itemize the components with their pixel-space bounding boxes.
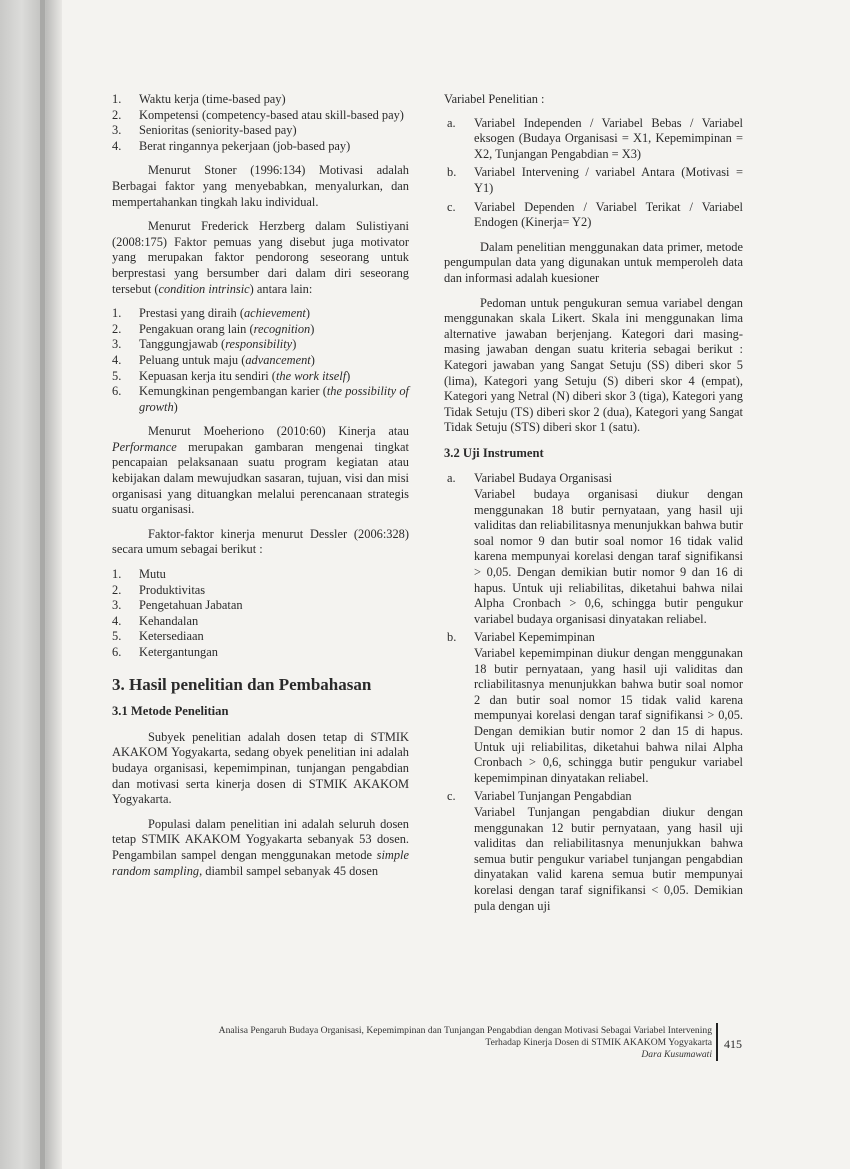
variabel-label: Variabel Penelitian :: [444, 92, 545, 106]
list-text: Senioritas (seniority-based pay): [139, 123, 297, 138]
list-text: Berat ringannya pekerjaan (job-based pay): [139, 138, 351, 153]
list-item: [112, 353, 409, 369]
section-3-2-title: 3.2 Uji Instrument: [444, 445, 544, 460]
list-text-after: ): [310, 352, 315, 367]
list-text: Peluang untuk maju (: [139, 352, 246, 367]
paragraph-herzberg: Menurut Frederick Herzberg dalam Sulistiyani (2008:175) Faktor pemuas yang disebut juga motivator yang merupakan faktor pendorong seseorang untuk berprestasi yang bersumber dari dalam diri seseorang tersebut (condition intrinsic) antara lain:: [112, 219, 409, 296]
paragraph-primer: Dalam penelitian menggunakan data primer, metode pengumpulan data yang digunakan untuk memperoleh data dan informasi adalah kuesioner: [444, 239, 743, 285]
list-item: [112, 645, 409, 661]
list-item: [112, 123, 409, 139]
list-text: Tanggungjawab (: [139, 337, 226, 352]
list-item: [444, 630, 743, 786]
list-item: [112, 384, 409, 415]
list-text: Mutu: [139, 567, 166, 582]
list-letter: a.: [447, 115, 456, 130]
paragraph-stoner: Menurut Stoner (1996:134) Motivasi adalah Berbagai faktor yang menyebabkan, menyalurkan, dan mempertahankan tingkah laku individual.: [112, 163, 409, 209]
paragraph-dessler: Faktor-faktor kinerja menurut Dessler (2006:328) secara umum sebagai berikut :: [112, 526, 409, 557]
list-number: 6.: [112, 645, 122, 659]
list-text: Produktivitas: [139, 582, 206, 597]
left-column: [112, 92, 409, 888]
list-number: 2.: [112, 107, 122, 122]
list-item: [444, 116, 743, 163]
list-text: Kompetensi (competency-based atau skill-based pay): [139, 107, 404, 122]
list-letter: c.: [447, 789, 456, 804]
footer-divider: [716, 1023, 718, 1061]
list-text-italic: the work itself: [275, 368, 347, 383]
list-number: 2.: [112, 321, 122, 336]
variable-description: Variabel budaya organisasi diukur dengan menggunakan 18 butir pernyataan, yang hasil uji validitas dan reliabilitasnya menunjukkan bahwa butir soal nomor 9 dan butir soal nomor 16 tidak valid karena mempunyai korelasi dengan taraf signifikansi > 0,05. Dengan demikian butir nomor 9 dan 16 di hapus. Untuk uji reliabilitas, diketahui bahwa nilai Alpha Cronbach > 0,6, schingga butir pengukur variabel budaya organisasi dinyatakan reliabel.: [474, 487, 743, 626]
compensation-list: [112, 92, 409, 154]
list-letter: b.: [447, 165, 457, 180]
list-item: [112, 614, 409, 630]
list-text-after: ): [310, 321, 315, 336]
variable-title: Variabel Kepemimpinan: [474, 630, 595, 645]
variable-description: Variabel kepemimpinan diukur dengan menggunakan 18 butir pernyataan, yang hasil uji validitas dan rcliabilitasnya menunjukkan bahwa butir soal nomor 2 dan butir soal nomor 15 tidak valid karena mempunyai korelasi dengan taraf signifikansi > 0,05. Dengan demikian butir nomor 2 dan 15 di hapus. Untuk uji reliabilitas, diketahui bahwa nilai Alpha Cronbach > 0,6, schingga butir pengukur variabel kepemimpinan dinyatakan reliabel.: [474, 646, 743, 785]
list-text: Pengetahuan Jabatan: [139, 598, 243, 613]
list-item: [112, 629, 409, 645]
list-item: [444, 165, 743, 196]
variabel-list: [444, 116, 743, 231]
list-letter: c.: [447, 199, 456, 214]
paragraph-likert: Pedoman untuk pengukuran semua variabel dengan menggunakan skala Likert. Skala ini menggunakan lima alternative jawaban berjenjang. Kategori dari masing-masing jawaban dengan suatu kriteria sebagai berikut : Kategori jawaban yang Sangat Setuju (SS) diberi skor 5 (lima), Kategori yang Setuju (S) diberi skor 4 (empat), Kategori yang Netral (N) diberi skor 3 (tiga), Kategori yang Tidak Setuju (TS) diberi skor 2 (dua), Kategori yang Sangat Tidak Setuju (STS) diberi skor 1 (satu).: [444, 295, 743, 435]
list-number: 1.: [112, 92, 122, 106]
list-number: 1.: [112, 567, 122, 582]
list-text: Variabel Dependen / Variabel Terikat / Variabel Endogen (Kinerja= Y2): [474, 199, 743, 230]
list-text: Kehandalan: [139, 613, 199, 628]
book-spine-shadow: [0, 0, 62, 1169]
variable-title: Variabel Budaya Organisasi: [474, 471, 613, 486]
list-text: Prestasi yang diraih (: [139, 306, 244, 321]
list-text-after: ): [305, 306, 311, 321]
list-item: [112, 306, 409, 322]
list-number: 4.: [112, 352, 122, 367]
list-letter: a.: [447, 471, 456, 486]
list-number: 4.: [112, 138, 122, 153]
list-item: [112, 108, 409, 124]
list-text-italic: recognition: [253, 321, 311, 336]
section-3-1-title: 3.1 Metode Penelitian: [112, 704, 229, 719]
footer-author: Dara Kusumawati: [641, 1049, 712, 1060]
running-footer: [100, 1025, 712, 1061]
motivator-list: [112, 306, 409, 415]
list-text-italic: responsibility: [225, 337, 293, 352]
list-item: [444, 200, 743, 231]
performance-factor-list: [112, 567, 409, 661]
list-number: 6.: [112, 384, 122, 399]
list-text-italic: achievement: [243, 306, 306, 321]
list-number: 1.: [112, 306, 122, 321]
book-spine-line: [40, 0, 45, 1169]
list-text: Ketersediaan: [139, 629, 204, 644]
list-text-after: ): [173, 399, 178, 414]
uji-instrument-list: [444, 471, 743, 914]
list-item: [112, 337, 409, 353]
list-text: Kepuasan kerja itu sendiri (: [139, 368, 276, 383]
list-number: 3.: [112, 123, 122, 138]
list-item: [112, 322, 409, 338]
section-3-title: 3. Hasil penelitian dan Pembahasan: [112, 674, 372, 694]
list-item: [112, 567, 409, 583]
list-number: 5.: [112, 629, 122, 644]
list-text: Variabel Independen / Variabel Bebas / Variabel eksogen (Budaya Organisasi = X1, Kepemimpinan = X2, Tunjangan Pengabdian = X3): [474, 115, 743, 161]
right-column: [444, 92, 743, 923]
paragraph-moeheriono: Menurut Moeheriono (2010:60) Kinerja atau Performance merupakan gambaran mengenai tingkat pencapaian pelaksanaan suatu program kegiatan atau kebijakan dalam mewujudkan sasaran, tujuan, visi dan misi organisasi yang dituangkan melalui perencanaan strategis suatu organisasi.: [112, 424, 409, 517]
list-item: [112, 92, 409, 108]
list-number: 3.: [112, 337, 122, 352]
list-letter: b.: [447, 630, 457, 645]
list-text-italic: advancement: [245, 352, 311, 367]
list-item: [112, 598, 409, 614]
page-number: 415: [724, 1037, 742, 1051]
variable-title: Variabel Tunjangan Pengabdian: [474, 789, 632, 804]
list-text-after: ): [346, 368, 351, 383]
footer-title-line2: Terhadap Kinerja Dosen di STMIK AKAKOM Yogyakarta: [485, 1037, 712, 1048]
list-number: 3.: [112, 598, 122, 613]
list-item: [112, 139, 409, 155]
list-text-italic: the possibility of growth: [139, 384, 409, 414]
paragraph-populasi: Populasi dalam penelitian ini adalah seluruh dosen tetap STMIK AKAKOM Yogyakarta sebanyak 53 dosen. Pengambilan sampel dengan menggunakan metode simple random sampling, diambil sampel sebanyak 45 dosen: [112, 816, 409, 878]
list-text: Kemungkinan pengembangan karier (: [139, 384, 327, 399]
list-item: [444, 471, 743, 627]
list-text-after: ): [292, 337, 297, 352]
list-text: Waktu kerja (time-based pay): [139, 92, 286, 106]
paragraph-subyek: Subyek penelitian adalah dosen tetap di STMIK AKAKOM Yogyakarta, sedang obyek penelitian ini adalah budaya organisasi, kepemimpinan, tunjangan pengabdian dan motivasi serta kinerja dosen di STMIK AKAKOM Yogyakarta.: [112, 729, 409, 807]
list-item: [112, 583, 409, 599]
list-item: [444, 789, 743, 914]
list-number: 5.: [112, 368, 122, 383]
list-text: Ketergantungan: [139, 645, 218, 659]
footer-title-line1: Analisa Pengaruh Budaya Organisasi, Kepemimpinan dan Tunjangan Pengabdian dengan Motivasi Sebagai Variabel Intervening: [218, 1025, 712, 1036]
list-text: Pengakuan orang lain (: [139, 321, 254, 336]
list-item: [112, 369, 409, 385]
variable-description: Variabel Tunjangan pengabdian diukur dengan menggunakan 12 butir pernyataan, yang hasil uji validitas dan reliabilitasnya menunjukkan bahwa semua butir pengukur variabel tunjangan pengabdian dinyatakan valid karena semua butir mempunyai korelasi dengan taraf signifikansi < 0,05. Demikian pula dengan uji: [474, 804, 743, 913]
list-text: Variabel Intervening / variabel Antara (Motivasi = Y1): [474, 165, 743, 195]
list-number: 4.: [112, 613, 122, 628]
list-number: 2.: [112, 582, 122, 597]
